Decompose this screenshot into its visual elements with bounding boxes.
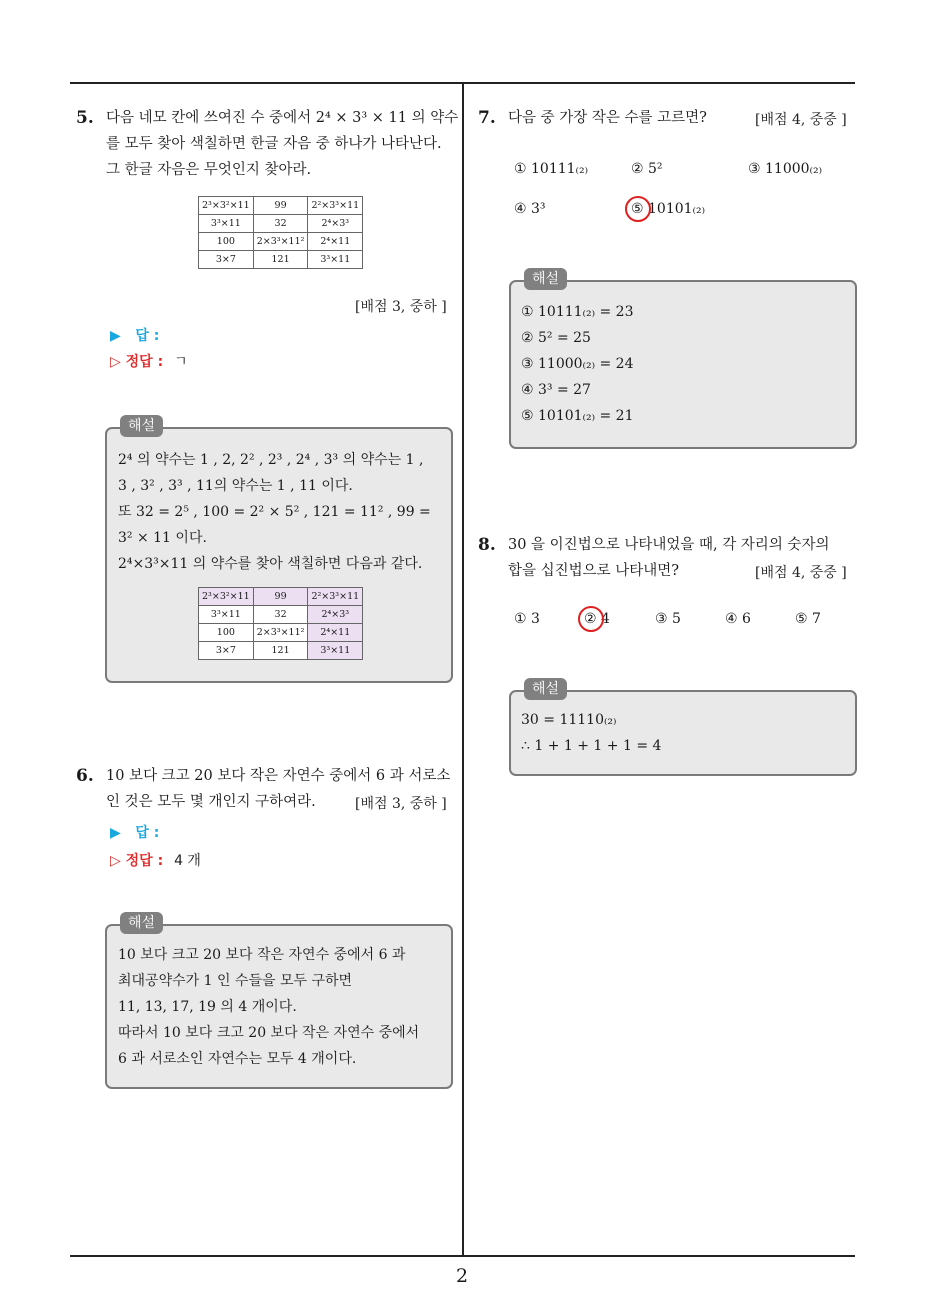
q7-option-2[interactable]: ② 5² xyxy=(631,161,663,177)
q7-score-meta: [배점 4, 중중 ] xyxy=(755,112,847,128)
table-row xyxy=(199,251,363,269)
q7-option-5[interactable]: ⑤ 10101₍₂₎ xyxy=(631,201,706,217)
q6-correct-label: 정답 : xyxy=(125,853,164,869)
table-cell: 121 xyxy=(253,251,308,269)
q8-text-line-2: 합을 십진법으로 나타내면? xyxy=(508,563,680,579)
q6-score-meta: [배점 3, 중하 ] xyxy=(355,796,447,812)
q5-text-line-1: 다음 네모 칸에 쓰여진 수 중에서 2⁴ × 3³ × 11 의 약수 xyxy=(106,110,459,126)
q5-sol-line-1: 2⁴ 의 약수는 1 , 2, 2² , 2³ , 2⁴ , 3³ 의 약수는 1 , xyxy=(118,452,424,468)
q7-number: 7. xyxy=(478,108,496,128)
table-cell: 2³×3²×11 xyxy=(199,197,254,215)
q5-solution-tag: 해설 xyxy=(120,415,163,437)
q6-sol-line-5: 6 과 서로소인 자연수는 모두 4 개이다. xyxy=(118,1051,357,1067)
table-row xyxy=(199,233,363,251)
table-row xyxy=(199,642,363,660)
q6-sol-line-4: 따라서 10 보다 크고 20 보다 작은 자연수 중에서 xyxy=(118,1025,420,1041)
q7-sol-line-4: ④ 3³ = 27 xyxy=(521,382,591,398)
table-row xyxy=(199,197,363,215)
q6-text-line-2: 인 것은 모두 몇 개인지 구하여라. xyxy=(106,794,316,810)
q7-option-4[interactable]: ④ 3³ xyxy=(514,201,546,217)
q5-answer-row xyxy=(110,325,159,345)
q7-option-3[interactable]: ③ 11000₍₂₎ xyxy=(748,161,823,177)
table-cell: 2⁴×3³ xyxy=(308,215,363,233)
table-cell: 3×7 xyxy=(199,642,254,660)
table-cell: 32 xyxy=(253,606,308,624)
q8-selected-circle-icon xyxy=(578,606,604,632)
q5-correct-label: 정답 : xyxy=(125,354,164,370)
table-row xyxy=(199,215,363,233)
q6-solution-tag: 해설 xyxy=(120,912,163,934)
table-row xyxy=(199,588,363,606)
q8-option-1[interactable]: ① 3 xyxy=(514,611,540,627)
q5-correct-row xyxy=(110,351,188,371)
q7-solution-tag: 해설 xyxy=(524,268,567,290)
table-cell: 3×7 xyxy=(199,251,254,269)
q8-solution-box xyxy=(509,690,857,776)
table-cell: 32 xyxy=(253,215,308,233)
table-cell: 2³×3²×11 xyxy=(199,588,254,606)
q6-sol-line-2: 최대공약수가 1 인 수들을 모두 구하면 xyxy=(118,973,353,989)
q8-option-3[interactable]: ③ 5 xyxy=(655,611,681,627)
q8-sol-line-1: 30 = 11110₍₂₎ xyxy=(521,712,617,728)
q8-option-5[interactable]: ⑤ 7 xyxy=(795,611,821,627)
q7-option-1[interactable]: ① 10111₍₂₎ xyxy=(514,161,589,177)
table-cell: 2×3³×11² xyxy=(253,624,308,642)
table-cell: 3³×11 xyxy=(199,606,254,624)
q5-correct-value: ㄱ xyxy=(174,354,188,370)
q8-option-2[interactable]: ② 4 xyxy=(584,611,610,627)
q7-sol-line-2: ② 5² = 25 xyxy=(521,330,591,346)
q5-sol-line-5: 2⁴×3³×11 의 약수를 찾아 색칠하면 다음과 같다. xyxy=(118,556,423,572)
table-cell: 2²×3³×11 xyxy=(308,197,363,215)
q6-text-line-1: 10 보다 크고 20 보다 작은 자연수 중에서 6 과 서로소 xyxy=(106,768,451,784)
table-cell: 2⁴×11 xyxy=(308,233,363,251)
play-triangle-icon: ▶ xyxy=(110,825,121,841)
q7-text: 다음 중 가장 작은 수를 고르면? xyxy=(508,110,707,126)
q7-selected-circle-icon xyxy=(625,196,651,222)
play-triangle-icon: ▶ xyxy=(110,328,121,344)
q7-sol-line-1: ① 10111₍₂₎ = 23 xyxy=(521,304,634,320)
table-cell: 99 xyxy=(253,197,308,215)
bottom-rule xyxy=(70,1255,855,1257)
q7-sol-line-5: ⑤ 10101₍₂₎ = 21 xyxy=(521,408,634,424)
outline-triangle-icon: ▷ xyxy=(110,853,121,869)
q5-number-table xyxy=(198,196,363,269)
q5-score-meta: [배점 3, 중하 ] xyxy=(355,299,447,315)
q6-answer-row xyxy=(110,822,159,842)
q5-sol-line-4: 3² × 11 이다. xyxy=(118,530,207,546)
table-cell: 3³×11 xyxy=(308,251,363,269)
q5-text-line-2: 를 모두 찾아 색칠하면 한글 자음 중 하나가 나타난다. xyxy=(106,136,442,152)
outline-triangle-icon: ▷ xyxy=(110,354,121,370)
q6-number: 6. xyxy=(76,766,94,786)
q5-answer-label: 답 : xyxy=(135,328,160,344)
table-cell: 2⁴×3³ xyxy=(308,606,363,624)
table-cell: 3³×11 xyxy=(199,215,254,233)
q7-sol-line-3: ③ 11000₍₂₎ = 24 xyxy=(521,356,634,372)
table-cell: 99 xyxy=(253,588,308,606)
table-row xyxy=(199,624,363,642)
table-row xyxy=(199,606,363,624)
table-cell: 2×3³×11² xyxy=(253,233,308,251)
table-cell: 121 xyxy=(253,642,308,660)
q8-text-line-1: 30 을 이진법으로 나타내었을 때, 각 자리의 숫자의 xyxy=(508,537,830,553)
q5-text-line-3: 그 한글 자음은 무엇인지 찾아라. xyxy=(106,162,312,178)
q8-solution-tag: 해설 xyxy=(524,678,567,700)
q8-number: 8. xyxy=(478,535,496,555)
table-cell: 100 xyxy=(199,233,254,251)
q5-sol-line-2: 3 , 3² , 3³ , 11의 약수는 1 , 11 이다. xyxy=(118,478,353,494)
q8-option-4[interactable]: ④ 6 xyxy=(725,611,751,627)
table-cell: 3³×11 xyxy=(308,642,363,660)
table-cell: 100 xyxy=(199,624,254,642)
page-number: 2 xyxy=(456,1265,469,1287)
q6-correct-row xyxy=(110,850,201,870)
q6-sol-line-3: 11, 13, 17, 19 의 4 개이다. xyxy=(118,999,297,1015)
q8-score-meta: [배점 4, 중중 ] xyxy=(755,565,847,581)
table-cell: 2²×3³×11 xyxy=(308,588,363,606)
q5-number: 5. xyxy=(76,108,94,128)
q5-colored-table xyxy=(198,587,363,660)
q6-correct-value: 4 개 xyxy=(174,853,201,869)
q8-sol-line-2: ∴ 1 + 1 + 1 + 1 = 4 xyxy=(521,738,662,754)
q6-sol-line-1: 10 보다 크고 20 보다 작은 자연수 중에서 6 과 xyxy=(118,947,406,963)
column-divider xyxy=(462,84,464,1256)
table-cell: 2⁴×11 xyxy=(308,624,363,642)
q6-answer-label: 답 : xyxy=(135,825,160,841)
q5-sol-line-3: 또 32 = 2⁵ , 100 = 2² × 5² , 121 = 11² , 99 = xyxy=(118,504,431,520)
